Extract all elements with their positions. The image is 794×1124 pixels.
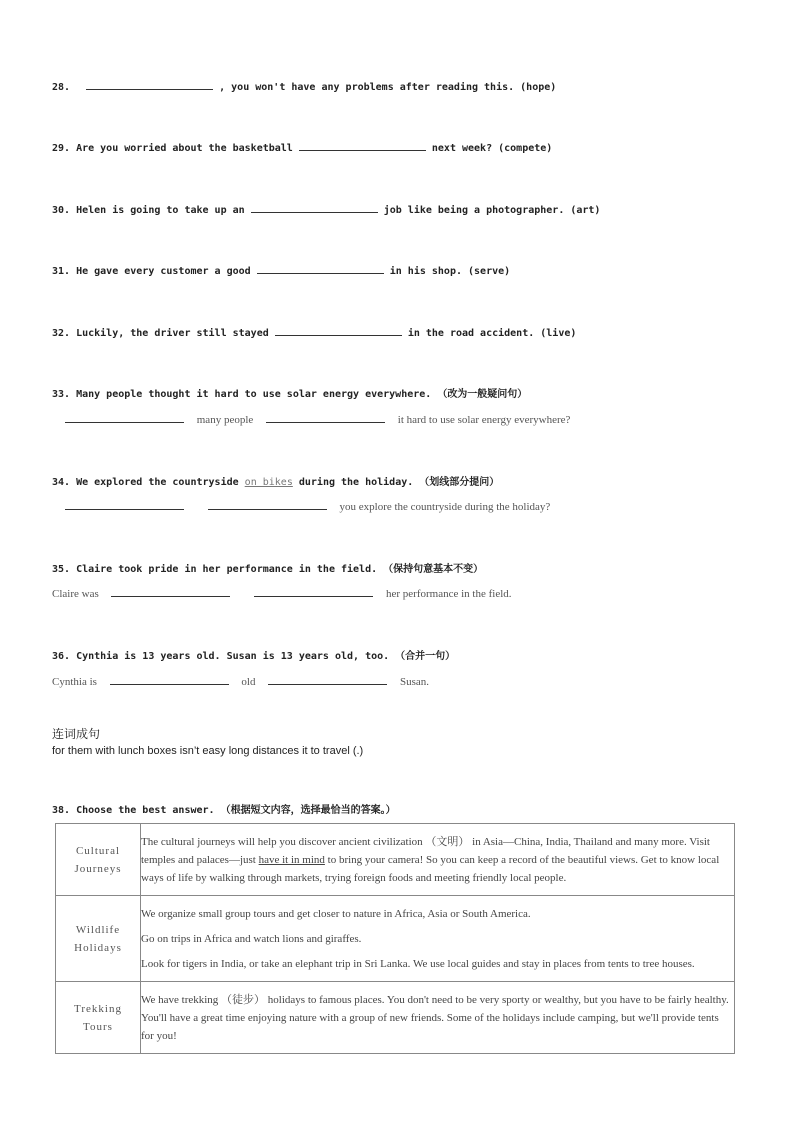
answer-blank[interactable] xyxy=(65,498,184,510)
row-label xyxy=(56,824,141,896)
question-28 xyxy=(52,78,556,93)
passage-text: The cultural journeys will help you discover ancient civilization （文明） in Asia—China, India, Thailand and many more. Visit temples and palaces—just xyxy=(141,836,710,866)
table-row xyxy=(56,824,735,896)
row-text xyxy=(141,896,735,982)
table-row xyxy=(56,982,735,1054)
passage-paragraph: Go on trips in Africa and watch lions and giraffes. xyxy=(141,933,362,945)
underlined-phrase: have it in mind xyxy=(258,854,325,866)
answer-blank[interactable] xyxy=(86,78,213,90)
question-text: 32. Luckily, the driver still stayed xyxy=(52,328,269,339)
question-31 xyxy=(52,262,510,277)
reading-passage-table xyxy=(55,823,735,1054)
row-text xyxy=(141,982,735,1054)
passage-paragraph: We organize small group tours and get closer to nature in Africa, Asia or South America. xyxy=(141,908,531,920)
row-label-line: Holidays xyxy=(74,941,122,954)
question-34 xyxy=(52,473,499,488)
question-36: 36. Cynthia is 13 years old. Susan is 13 years old, too. （合并一句） xyxy=(52,651,456,662)
question-30 xyxy=(52,201,600,216)
row-label-line: Wildlife xyxy=(75,923,121,936)
answer-blank[interactable] xyxy=(257,262,384,274)
passage-text: to bring your camera! So you can keep a record of the beautiful views. Get to know local ways of life by walking through markets, trying foreign foods and meeting friendly local people. xyxy=(141,854,720,884)
passage-paragraph: We have trekking （徒步） holidays to famous places. You don't need to be very sporty or wealthy, but you have to be fairly healthy. You'll have a great time enjoying nature with a group of new friends. Some of the holidays include camping, but we'll provide tents for you! xyxy=(141,994,729,1042)
question-text: 29. Are you worried about the basketball xyxy=(52,143,293,154)
answer-blank[interactable] xyxy=(208,498,327,510)
section-heading: 连词成句 xyxy=(52,727,101,741)
question-text: during the holiday. （划线部分提问） xyxy=(298,477,500,488)
row-label xyxy=(56,896,141,982)
question-text: 30. Helen is going to take up an xyxy=(52,205,245,216)
question-text: 34. We explored the countryside xyxy=(52,477,239,488)
row-label-line: Journeys xyxy=(74,862,122,875)
question-33: 33. Many people thought it hard to use solar energy everywhere. （改为一般疑问句） xyxy=(52,389,528,400)
row-label xyxy=(56,982,141,1054)
answer-text: Claire was xyxy=(52,588,99,600)
row-text xyxy=(141,824,735,896)
answer-blank[interactable] xyxy=(254,585,373,597)
answer-text: many people xyxy=(196,414,254,426)
answer-line-36 xyxy=(52,673,429,688)
question-number: 28. xyxy=(52,82,71,93)
answer-text: Cynthia is xyxy=(52,676,97,688)
answer-line-34 xyxy=(65,498,550,513)
question-text: next week? (compete) xyxy=(431,143,553,154)
question-text: job like being a photographer. (art) xyxy=(383,205,601,216)
answer-blank[interactable] xyxy=(299,139,426,151)
question-text: in his shop. (serve) xyxy=(389,266,511,277)
underlined-phrase: on bikes xyxy=(244,477,293,488)
passage-paragraph: Look for tigers in India, or take an elephant trip in Sri Lanka. We use local guides and stay in places from tents to tree houses. xyxy=(141,958,695,970)
question-38: 38. Choose the best answer. （根据短文内容，选择最恰当的答案。） xyxy=(52,805,396,816)
question-29 xyxy=(52,139,552,154)
question-text: 31. He gave every customer a good xyxy=(52,266,251,277)
answer-line-33 xyxy=(65,411,570,426)
row-label-line: Cultural xyxy=(75,844,121,857)
answer-blank[interactable] xyxy=(251,201,378,213)
answer-blank[interactable] xyxy=(266,411,385,423)
question-32 xyxy=(52,324,576,339)
word-order-prompt: for them with lunch boxes isn’t easy long distances it to travel (.) xyxy=(52,745,364,757)
row-label-line: Trekking xyxy=(74,1002,122,1015)
answer-text: Susan. xyxy=(399,676,430,688)
answer-line-35 xyxy=(52,585,512,600)
answer-blank[interactable] xyxy=(111,585,230,597)
row-label-line: Tours xyxy=(83,1020,113,1033)
question-text: in the road accident. (live) xyxy=(407,328,577,339)
answer-blank[interactable] xyxy=(275,324,402,336)
answer-text: it hard to use solar energy everywhere? xyxy=(397,414,571,426)
answer-text: old xyxy=(241,676,256,688)
answer-blank[interactable] xyxy=(268,673,387,685)
answer-blank[interactable] xyxy=(65,411,184,423)
answer-blank[interactable] xyxy=(110,673,229,685)
answer-text: you explore the countryside during the holiday? xyxy=(339,501,551,513)
table-row xyxy=(56,896,735,982)
question-35: 35. Claire took pride in her performance in the field. （保持句意基本不变） xyxy=(52,564,484,575)
question-text: , you won't have any problems after reading this. (hope) xyxy=(219,82,557,93)
answer-text: her performance in the field. xyxy=(385,588,512,600)
